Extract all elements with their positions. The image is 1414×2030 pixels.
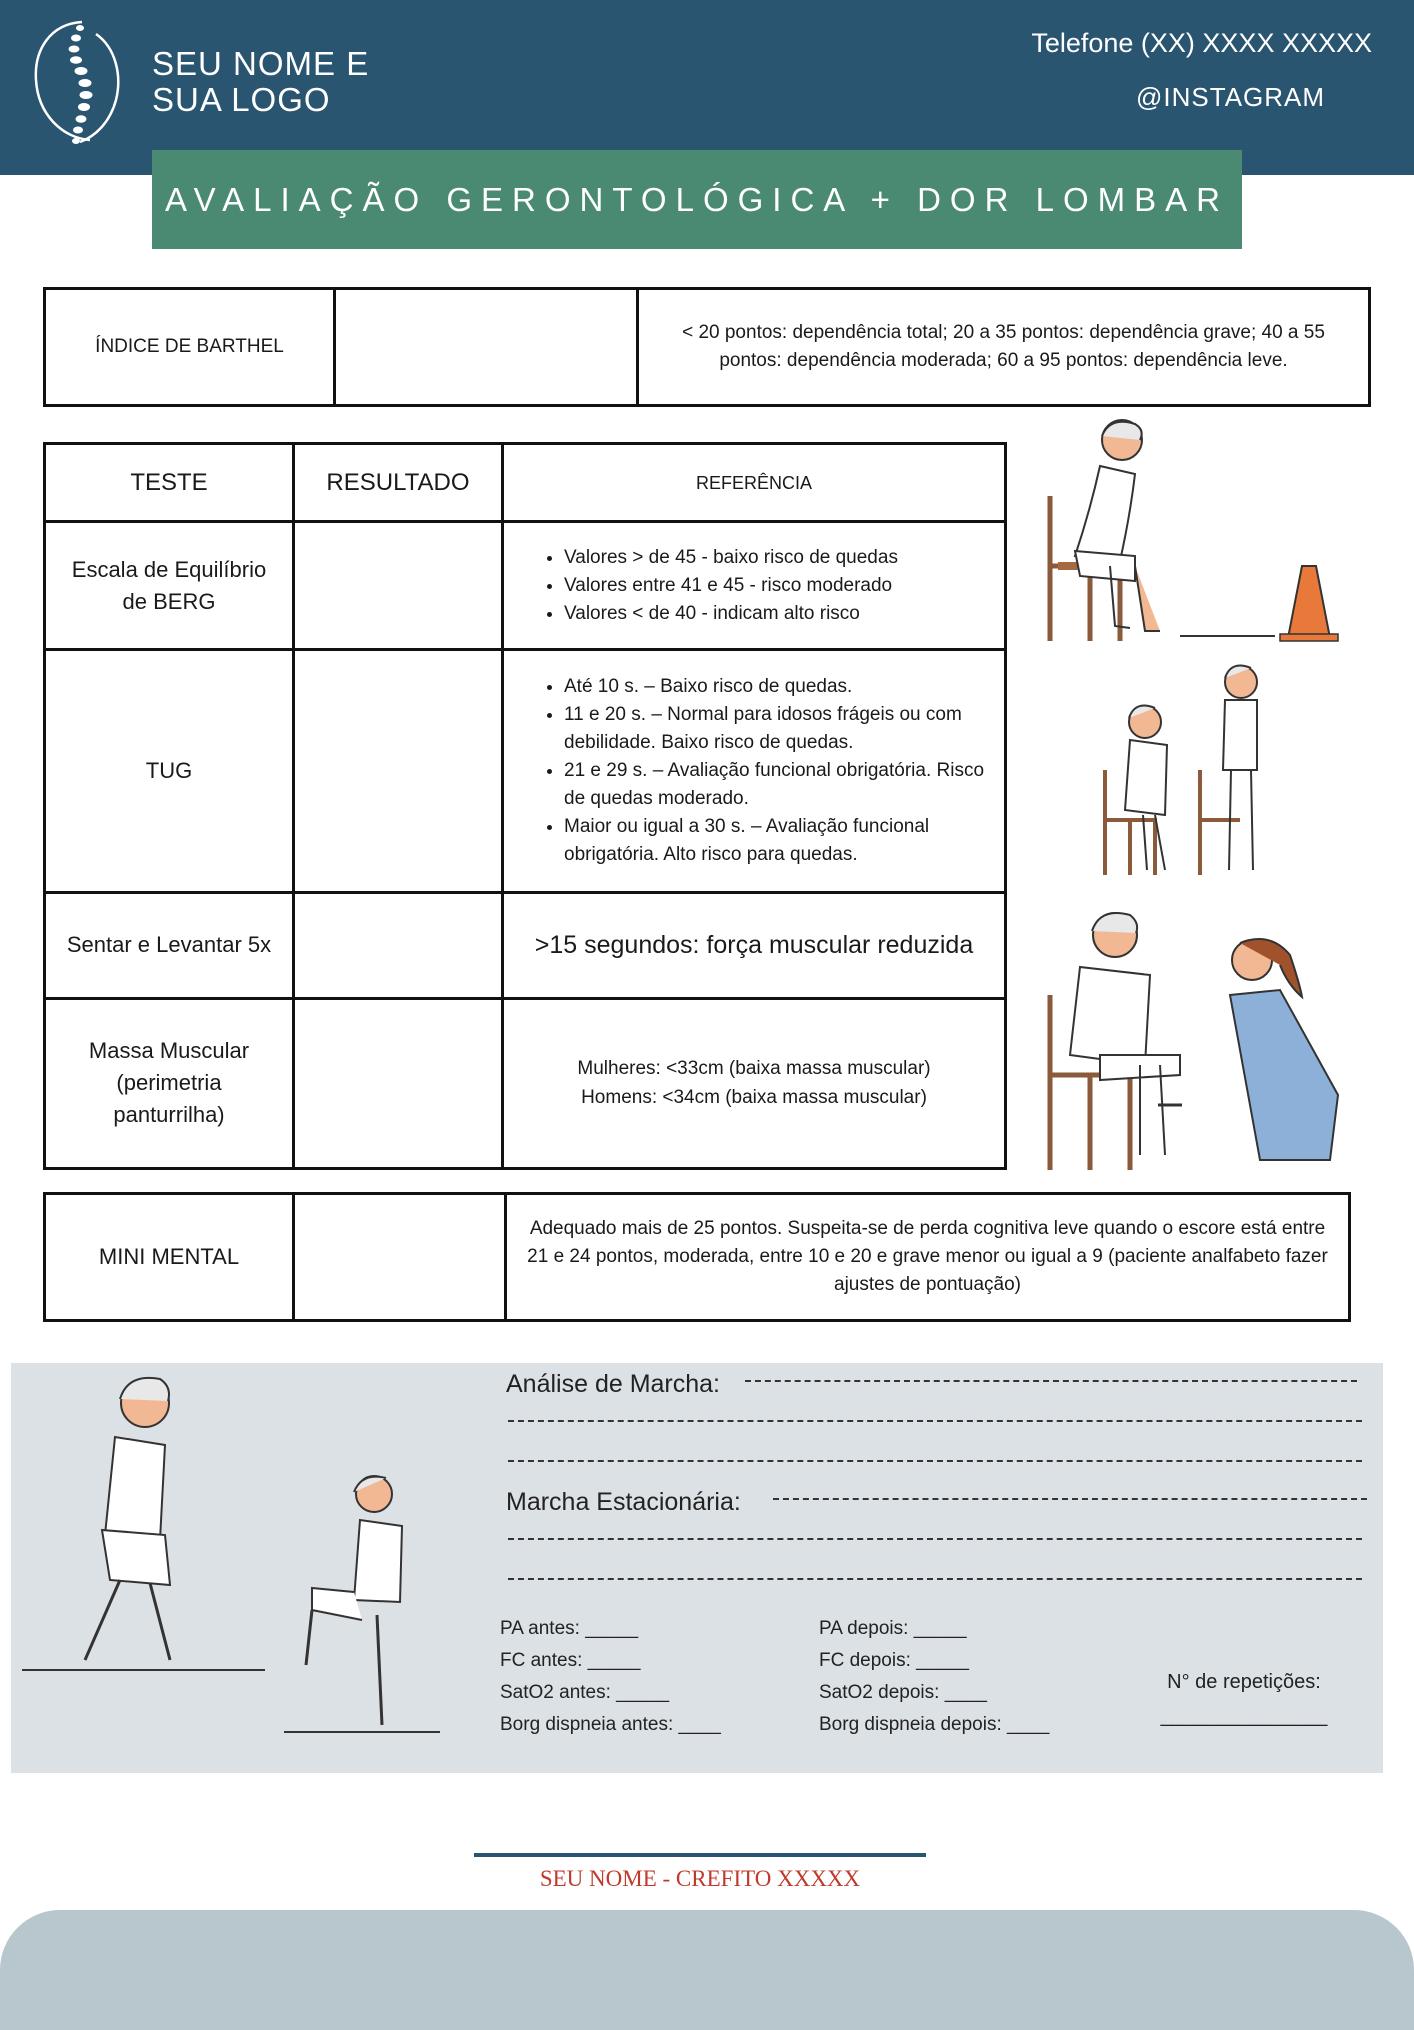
- berg-ref-item: • Valores < de 40 - indicam alto risco: [564, 600, 990, 628]
- stationary-march-line[interactable]: [773, 1498, 1367, 1500]
- sit-stand-test-name: Sentar e Levantar 5x: [45, 892, 294, 998]
- stationary-march-line[interactable]: [508, 1538, 1362, 1540]
- tug-result-field[interactable]: [294, 650, 503, 892]
- tug-illustration: [1095, 660, 1295, 885]
- sat-after: SatO2 depois: ____: [819, 1682, 987, 1703]
- stationary-march-line[interactable]: [508, 1578, 1362, 1580]
- gait-analysis-line[interactable]: [508, 1460, 1362, 1462]
- gait-analysis-label: Análise de Marcha:: [506, 1370, 721, 1398]
- reps-label: N° de repetições:: [1167, 1671, 1321, 1693]
- logo-line-2: SUA LOGO: [152, 81, 331, 118]
- table-row: [45, 892, 1006, 998]
- muscle-ref-men: Homens: <34cm (baixa massa muscular): [581, 1087, 927, 1109]
- phone-text: Telefone (XX) XXXX XXXXX: [1031, 28, 1372, 58]
- tug-ref-item: • Maior ou igual a 30 s. – Avaliação funcional obrigatória. Alto risco para quedas.: [564, 813, 990, 869]
- mini-mental-table: [43, 1192, 1351, 1322]
- tug-test-name: TUG: [45, 650, 294, 892]
- spine-logo-icon: [30, 14, 125, 154]
- sit-stand-reference: >15 segundos: força muscular reduzida: [503, 892, 1006, 998]
- table-row: [45, 522, 1006, 650]
- tug-ref-item: • Até 10 s. – Baixo risco de quedas.: [564, 673, 990, 701]
- page-title: AVALIAÇÃO GERONTOLÓGICA + DOR LOMBAR: [152, 150, 1242, 249]
- calf-measurement-illustration: [1040, 905, 1350, 1175]
- logo-line-1: SEU NOME E: [152, 45, 370, 82]
- sat-before: SatO2 antes: _____: [500, 1682, 670, 1703]
- table-row: [45, 650, 1006, 892]
- sit-stand-result-field[interactable]: [294, 892, 503, 998]
- walking-elder-illustration: [20, 1365, 270, 1675]
- tests-table: [43, 442, 1007, 1170]
- barthel-table: [43, 287, 1371, 407]
- tug-ref-item: • 21 e 29 s. – Avaliação funcional obrigatória. Risco de quedas moderado.: [564, 757, 990, 813]
- footer-band: [0, 1910, 1414, 2030]
- pa-before: PA antes: _____: [500, 1618, 639, 1639]
- stationary-march-label: Marcha Estacionária:: [506, 1488, 741, 1516]
- mini-mental-reference: Adequado mais de 25 pontos. Suspeita-se de perda cognitiva leve quando o escore está entre 21 e 24 pontos, moderada, entre 10 e 20 e grave menor ou igual a 9 (paciente analfabeto fazer ajustes de pontuação): [506, 1194, 1350, 1321]
- logo-text: [152, 46, 369, 118]
- vitals-after: [819, 1613, 1049, 1741]
- header-reference: REFERÊNCIA: [503, 444, 1006, 522]
- mini-mental-label: MINI MENTAL: [45, 1194, 294, 1321]
- berg-ref-item: • Valores > de 45 - baixo risco de quedas: [564, 544, 990, 572]
- repetitions-field: [1129, 1665, 1359, 1733]
- signature-text: SEU NOME - CREFITO XXXXX: [539, 1866, 861, 1891]
- signature-line: [474, 1853, 926, 1857]
- vitals-before: [500, 1613, 721, 1741]
- table-header-row: [45, 444, 1006, 522]
- sit-to-stand-illustration: [1040, 416, 1340, 646]
- pa-after: PA depois: _____: [819, 1618, 967, 1639]
- mini-mental-result-field[interactable]: [294, 1194, 506, 1321]
- borg-after: Borg dispneia depois: ____: [819, 1714, 1050, 1735]
- tug-ref-item: • 11 e 20 s. – Normal para idosos frágeis ou com debilidade. Baixo risco de quedas.: [564, 701, 990, 757]
- muscle-reference: [503, 998, 1006, 1168]
- barthel-reference: < 20 pontos: dependência total; 20 a 35 pontos: dependência grave; 40 a 55 pontos: dependência moderada; 60 a 95 pontos: dependência leve.: [638, 289, 1370, 406]
- berg-reference: [503, 522, 1006, 650]
- borg-before: Borg dispneia antes: ____: [500, 1714, 721, 1735]
- barthel-label: ÍNDICE DE BARTHEL: [45, 289, 335, 406]
- muscle-ref-women: Mulheres: <33cm (baixa massa muscular): [577, 1058, 931, 1080]
- fc-before: FC antes: _____: [500, 1650, 641, 1671]
- fc-after: FC depois: _____: [819, 1650, 969, 1671]
- berg-ref-item: • Valores entre 41 e 45 - risco moderado: [564, 572, 990, 600]
- header-bar: [0, 0, 1414, 175]
- header-result: RESULTADO: [294, 444, 503, 522]
- gait-analysis-line[interactable]: [508, 1420, 1362, 1422]
- stationary-march-illustration: [282, 1470, 442, 1740]
- tug-reference: [503, 650, 1006, 892]
- reps-line[interactable]: _______________: [1160, 1705, 1328, 1727]
- table-row: [45, 998, 1006, 1168]
- barthel-result-field[interactable]: [335, 289, 638, 406]
- gait-analysis-line[interactable]: [745, 1380, 1357, 1382]
- header-test: TESTE: [45, 444, 294, 522]
- berg-result-field[interactable]: [294, 522, 503, 650]
- instagram-handle: @INSTAGRAM: [1136, 82, 1326, 112]
- berg-test-name: Escala de Equilíbrio de BERG: [45, 522, 294, 650]
- muscle-result-field[interactable]: [294, 998, 503, 1168]
- muscle-test-name: Massa Muscular (perimetria panturrilha): [45, 998, 294, 1168]
